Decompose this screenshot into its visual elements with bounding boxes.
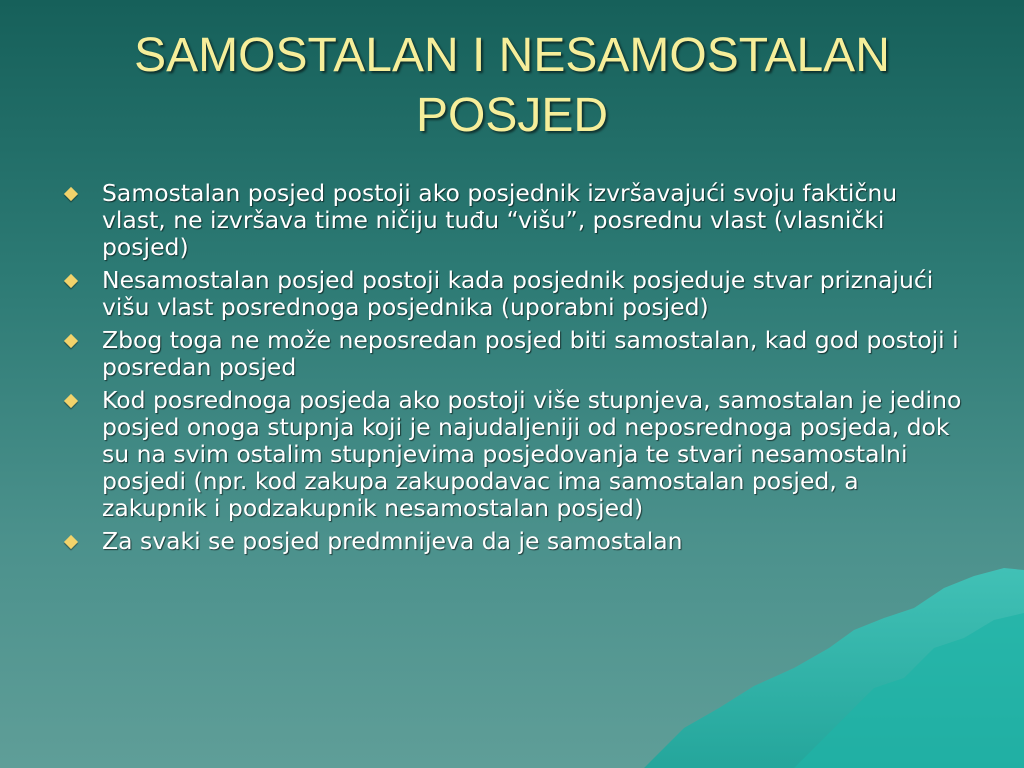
- bullet-item: [60, 327, 965, 381]
- bullet-item: [60, 528, 965, 555]
- slide-title: [0, 26, 1024, 146]
- diamond-bullet-icon: [64, 334, 78, 348]
- decorative-mountains: [644, 568, 1024, 768]
- diamond-bullet-icon: [64, 274, 78, 288]
- bullet-list: [60, 180, 965, 561]
- diamond-bullet-icon: [64, 394, 78, 408]
- bullet-item: [60, 267, 965, 321]
- diamond-bullet-icon: [64, 535, 78, 549]
- bullet-text: Nesamostalan posjed postoji kada posjednik posjeduje stvar priznajući višu vlast posrednoga posjednika (uporabni posjed): [102, 266, 934, 321]
- slide-title-line-2: POSJED: [415, 89, 609, 142]
- bullet-text: Samostalan posjed postoji ako posjednik izvršavajući svoju faktičnu vlast, ne izvršava time ničiju tuđu “višu”, posrednu vlast (vlasnički posjed): [102, 179, 898, 261]
- bullet-text: Zbog toga ne može neposredan posjed biti samostalan, kad god postoji i posredan posjed: [102, 326, 959, 381]
- bullet-text: Za svaki se posjed predmnijeva da je samostalan: [102, 527, 683, 555]
- bullet-item: [60, 387, 965, 522]
- bullet-text: Kod posrednoga posjeda ako postoji više stupnjeva, samostalan je jedino posjed onoga stupnja koji je najudaljeniji od neposrednoga posjeda, dok su na svim ostalim stupnjevima posjedovanja te stvari nesamostalni posjedi (npr. kod zakupa zakupodavac ima samostalan posjed, a zakupnik i podzakupnik nesamostalan posjed): [102, 386, 962, 522]
- slide-title-line-1: SAMOSTALAN I NESAMOSTALAN: [134, 29, 890, 82]
- bullet-item: [60, 180, 965, 261]
- diamond-bullet-icon: [64, 187, 78, 201]
